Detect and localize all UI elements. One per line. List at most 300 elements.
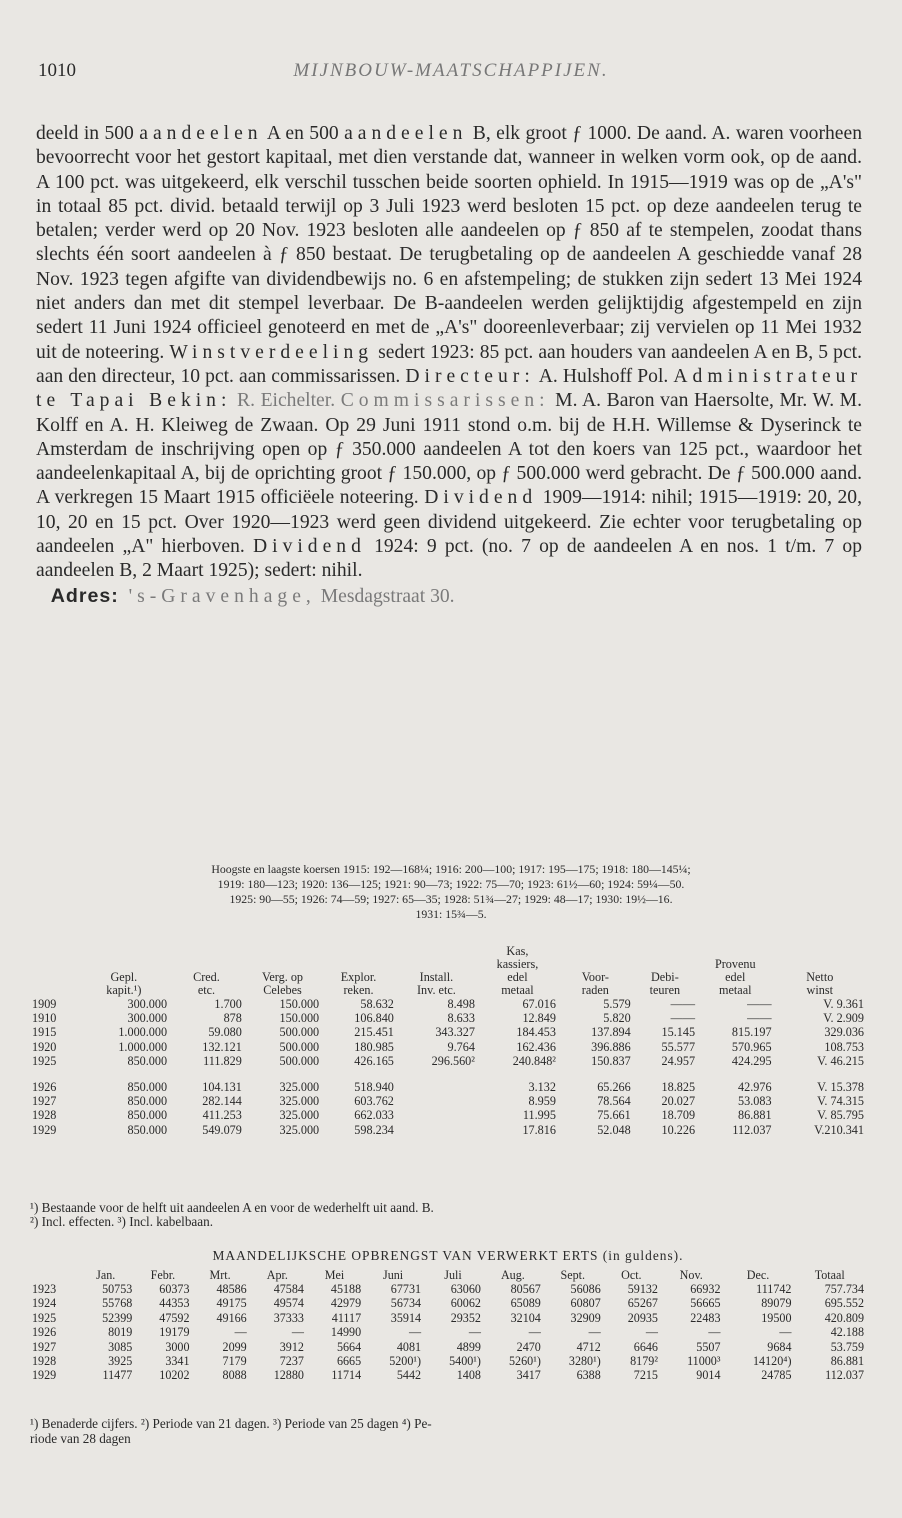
row-year: 1926: [32, 1080, 57, 1095]
balance-table-body: [30, 997, 866, 1137]
text-run: deeld in 500: [36, 123, 140, 144]
column-header: [30, 984, 79, 997]
text-run: A en 500: [262, 123, 345, 144]
table-row: [30, 1296, 866, 1310]
table-cell: 52399: [102, 1310, 133, 1325]
table-cell: 6646: [633, 1339, 658, 1354]
column-header: Dec.: [746, 1268, 770, 1282]
table-cell: 757.734: [824, 1282, 864, 1296]
column-header: Verg. op: [261, 970, 304, 984]
table-row: [30, 1054, 866, 1068]
table-cell: 549.079: [202, 1122, 242, 1137]
table-cell: V. 85.795: [817, 1108, 864, 1123]
table-cell: 215.451: [354, 1025, 394, 1040]
table-cell: 4712: [576, 1339, 601, 1354]
table-cell: 60062: [450, 1296, 481, 1311]
table-cell: 411.253: [202, 1108, 242, 1123]
row-year: 1915: [32, 1025, 57, 1040]
table-row: [30, 1040, 866, 1054]
table-cell: 60373: [159, 1282, 190, 1296]
table-cell: 3000: [165, 1339, 190, 1354]
table-cell: 8019: [108, 1325, 133, 1340]
table-cell: 18.709: [661, 1108, 696, 1123]
table-cell: V. 74.315: [817, 1094, 864, 1109]
table-cell: 5200¹): [389, 1354, 422, 1369]
table-cell: [396, 1123, 477, 1137]
column-header: winst: [806, 983, 833, 997]
table-cell: 111742: [756, 1282, 792, 1296]
table-cell: 1.000.000: [118, 1025, 168, 1040]
address-street: Mesdagstraat 30.: [315, 585, 455, 607]
table-cell: 518.940: [354, 1080, 394, 1095]
column-header: [169, 945, 244, 971]
table-cell: 5400¹): [449, 1354, 481, 1369]
monthly-table-title: MAANDELIJKSCHE OPBRENGST VAN VERWERKT ERTS (in guldens).: [212, 1248, 684, 1263]
table-cell: 184.453: [516, 1025, 556, 1040]
table-cell: 80567: [510, 1282, 541, 1296]
column-header: Netto: [806, 970, 834, 984]
column-header: [633, 945, 697, 971]
table-cell: 5260¹): [509, 1354, 541, 1369]
text-run: R. Eichelter.: [231, 390, 341, 412]
table-cell: —: [708, 1325, 721, 1340]
table-cell: 48586: [216, 1282, 247, 1296]
table-cell: 2099: [222, 1339, 247, 1354]
column-header: teuren: [649, 983, 681, 997]
price-history-line: 1931: 15¾—5.: [415, 907, 487, 921]
table-cell: 1.000.000: [118, 1039, 168, 1054]
table-cell: 162.436: [516, 1039, 556, 1054]
table-cell: 8.633: [447, 1011, 475, 1026]
table-cell: 325.000: [279, 1080, 320, 1095]
table-cell: 65.266: [597, 1080, 631, 1095]
table-cell: 59.080: [208, 1025, 242, 1040]
table-cell: 41117: [331, 1310, 362, 1325]
column-header: Cred.: [193, 970, 220, 984]
table-cell: 65267: [627, 1296, 658, 1311]
table-cell: 1408: [456, 1368, 481, 1383]
column-header: Mei: [324, 1268, 345, 1282]
section-label-winstverdeeling: Winstverdeeling: [169, 341, 374, 363]
price-history-line: 1925: 90—55; 1926: 74—59; 1927: 65—35; 1928: 51¾—27; 1929: 48—17; 1930: 19½—16.: [229, 892, 673, 906]
table-cell: 29352: [450, 1310, 481, 1325]
table-cell: 8.959: [528, 1094, 556, 1109]
table-cell: 4081: [396, 1339, 422, 1354]
table-cell: —: [645, 1325, 658, 1340]
table-cell: 32104: [510, 1310, 541, 1325]
column-header: Explor.: [340, 970, 377, 984]
table-cell: 20.027: [661, 1094, 696, 1109]
table-cell: 104.131: [202, 1080, 242, 1095]
company-description: [36, 122, 862, 609]
table-cell: 8088: [222, 1368, 247, 1383]
table-cell: 12880: [273, 1368, 304, 1383]
table-row: [30, 1025, 866, 1039]
section-label-commissarissen: Commissarissen:: [340, 390, 550, 412]
column-header: raden: [581, 983, 609, 997]
table-cell: 9.764: [447, 1039, 475, 1054]
table-cell: 662.033: [354, 1108, 394, 1123]
table-cell: 9684: [767, 1339, 792, 1354]
table-row: [30, 1094, 866, 1108]
table-cell: 282.144: [202, 1094, 242, 1109]
table-cell: 22483: [690, 1310, 721, 1325]
table-cell: 329.036: [824, 1025, 864, 1040]
table-cell: 32909: [570, 1310, 601, 1325]
column-header: Sept.: [560, 1268, 586, 1282]
table-cell: 500.000: [279, 1025, 320, 1040]
table-cell: 10202: [159, 1368, 190, 1383]
table-cell: 10.226: [661, 1122, 696, 1137]
table-row: [30, 1068, 866, 1094]
column-header: edel: [725, 970, 746, 984]
table-cell: 112.037: [825, 1368, 864, 1383]
table-cell: ——: [747, 997, 772, 1011]
row-year: 1929: [32, 1368, 57, 1383]
table-cell: [396, 1094, 477, 1108]
footnote: ²) Incl. effecten. ³) Incl. kabelbaan.: [30, 1214, 214, 1229]
table-cell: 325.000: [279, 1122, 320, 1137]
description-paragraph: [36, 122, 862, 584]
table-cell: 500.000: [279, 1039, 320, 1054]
table-cell: 24785: [761, 1368, 792, 1383]
table-cell: 89079: [761, 1296, 792, 1311]
column-header: Oct.: [621, 1268, 642, 1282]
table-cell: 67731: [390, 1282, 422, 1296]
table-cell: 240.848²: [512, 1053, 556, 1068]
table-cell: [396, 1068, 477, 1094]
table-row: [30, 1108, 866, 1122]
table-cell: 850.000: [127, 1053, 168, 1068]
table-cell: 52.048: [597, 1122, 631, 1137]
table-row: [30, 1340, 866, 1354]
table-cell: 86.881: [830, 1354, 864, 1369]
table-row: [30, 1354, 866, 1368]
table-cell: 300.000: [127, 1011, 168, 1026]
column-header: Provenu: [714, 957, 756, 971]
table-cell: 4899: [456, 1339, 481, 1354]
row-year: 1927: [32, 1094, 57, 1109]
table-cell: 47584: [273, 1282, 304, 1296]
column-header: Mrt.: [209, 1268, 231, 1282]
column-header: [244, 945, 321, 971]
table-cell: 598.234: [354, 1122, 394, 1137]
table-cell: 55768: [102, 1296, 133, 1311]
table-row: [30, 1282, 866, 1296]
table-cell: 112.037: [732, 1122, 772, 1137]
table-cell: 150.000: [279, 997, 320, 1011]
column-header: Install.: [419, 970, 454, 984]
table-cell: 47592: [159, 1310, 190, 1325]
column-header: Gepl.: [110, 970, 138, 984]
text-run: M. A. Baron van Haersolte, Mr. W. M. Kolff en A. H. Kleiweg de Zwaan. Op 29 Juni 1911 stond o.m. bij de H.H. Willemse & Dyserinck te Amsterdam de inschrijving open op ƒ 350.000 aandeelen A tot den koers van 125 pct., waardoor het aandeelenkapitaal A, bij de oprichting groot ƒ 150.000, op ƒ 500.000 werd gebracht. De ƒ 500.000 aand. A verkregen 15 Maart 1915 officiëele noteering.: [36, 390, 862, 509]
table-cell: 35914: [390, 1310, 422, 1325]
table-cell: 5507: [696, 1339, 721, 1354]
table-cell: 2470: [516, 1339, 541, 1354]
table-cell: 500.000: [279, 1053, 320, 1068]
table-cell: V. 15.378: [817, 1080, 864, 1095]
section-label-administrateur: Administrateur te Tapai Bekin:: [36, 365, 862, 412]
table-cell: 850.000: [127, 1080, 168, 1095]
column-header: Kas, kassiers,: [496, 944, 539, 971]
table-cell: 878: [223, 1011, 242, 1026]
table-cell: 850.000: [127, 1108, 168, 1123]
table-cell: 570.965: [731, 1039, 772, 1054]
table-cell: 45188: [330, 1282, 362, 1296]
table-cell: 17.816: [522, 1122, 556, 1137]
table-cell: —: [234, 1325, 247, 1340]
table-cell: 49166: [216, 1310, 247, 1325]
table-cell: 132.121: [202, 1039, 242, 1054]
table-cell: 426.165: [354, 1053, 394, 1068]
column-header: [79, 945, 169, 971]
section-label-directeur: Directeur:: [405, 365, 535, 387]
row-year: 1925: [32, 1310, 57, 1325]
table-cell: 3912: [279, 1339, 304, 1354]
row-year: 1929: [32, 1122, 57, 1137]
table-cell: ——: [670, 997, 696, 1011]
table-cell: 300.000: [127, 997, 168, 1011]
table-cell: 1.700: [214, 997, 242, 1011]
table-cell: 3.132: [528, 1080, 556, 1095]
table-cell: 7215: [633, 1368, 658, 1383]
table-cell: 12.849: [522, 1011, 556, 1026]
table-cell: 150.837: [591, 1053, 631, 1068]
table-cell: 63060: [450, 1282, 481, 1296]
table-row: [30, 1011, 866, 1025]
table-cell: 65089: [510, 1296, 541, 1311]
page-number: 1010: [38, 60, 76, 81]
row-year: 1910: [32, 1011, 57, 1026]
footnote: ¹) Benaderde cijfers. ²) Periode van 21 dagen. ³) Periode van 25 dagen ⁴) Pe-: [30, 1416, 432, 1431]
price-history-line: Hoogste en laagste koersen 1915: 192—168¼; 1916: 200—100; 1917: 195—175; 1918: 180—145¼;: [211, 862, 691, 876]
text-run: B, elk groot ƒ 1000. De aand. A. waren voorheen bevoorrecht voor het gestort kapitaal, met dien verstande dat, wanneer in welken vorm ook, op de aand. A 100 pct. was uitgekeerd, elk verschil tusschen beide soorten ophield. In 1915—1919 was op de „A's" in totaal 85 pct. divid. betaald terwijl op 3 Juli 1923 werd besloten 15 pct. op deze aandeelen terug te betalen; verder werd op 20 Nov. 1923 besloten alle aandeelen op ƒ 850 af te stempelen, zoodat thans slechts één soort aandeelen à ƒ 850 bestaat. De terugbetaling op de aandeelen A geschiedde vanaf 28 Nov. 1923 tegen afgifte van dividendbewijs no. 6 en afstempeling; de stukken zijn sedert 13 Mei 1924 niet anders dan met dit stempel leverbaar. De B-aandeelen werden gelijktijdig afgestempeld en zijn sedert 11 Juni 1924 officieel genoteerd en met de „A's" dooreenleverbaar; zij vervielen op 11 Mei 1932 uit de noteering.: [36, 123, 862, 363]
row-year: 1928: [32, 1108, 57, 1123]
table-cell: 19500: [761, 1310, 792, 1325]
column-header: Voor-: [581, 970, 609, 984]
table-cell: 815.197: [731, 1025, 772, 1040]
table-cell: 56086: [570, 1282, 601, 1296]
table-cell: 11.995: [522, 1108, 556, 1123]
table-cell: 59132: [627, 1282, 658, 1296]
table-cell: 60807: [570, 1296, 601, 1311]
table-row: [30, 997, 866, 1011]
balance-header-row: [30, 984, 866, 997]
table-cell: 150.000: [279, 1011, 320, 1026]
row-year: 1920: [32, 1039, 57, 1054]
table-cell: 8179²: [630, 1354, 658, 1369]
table-cell: 108.753: [824, 1039, 864, 1054]
table-cell: 5664: [336, 1339, 362, 1354]
table-cell: 3417: [516, 1368, 541, 1383]
section-label-dividend: Dividend: [252, 536, 366, 558]
table-cell: 325.000: [279, 1108, 320, 1123]
table-cell: 343.327: [435, 1025, 475, 1040]
column-header: [396, 945, 477, 971]
column-header: Totaal: [814, 1268, 845, 1282]
table-cell: V. 9.361: [823, 997, 864, 1011]
text-run: sedert 1923: 85 pct. aan houders van aandeelen A en B, 5 pct. aan den directeur, 10 pct. aan commissarissen.: [36, 341, 863, 387]
balance-header-row: [30, 945, 866, 971]
column-header: Aug.: [500, 1268, 525, 1282]
text-run: 1924: 9 pct. (no. 7 op de aandeelen A en nos. 1 t/m. 7 op aandeelen B, 2 Maart 1925); sedert: nihil.: [36, 536, 862, 582]
column-header: Celebes: [263, 983, 302, 997]
table-cell: 424.295: [731, 1053, 772, 1068]
column-header: reken.: [343, 983, 374, 997]
table-cell: 3925: [108, 1354, 133, 1369]
table-cell: 56734: [390, 1296, 422, 1311]
table-cell: 58.632: [360, 997, 394, 1011]
table-cell: ——: [747, 1011, 772, 1026]
table-cell: V. 46.215: [817, 1053, 864, 1068]
table-cell: 11477: [102, 1368, 133, 1383]
table-cell: 19179: [159, 1325, 190, 1340]
balance-table-header: [30, 945, 866, 997]
column-header: [321, 945, 396, 971]
balance-table: [30, 945, 866, 1137]
spaced-text: aandeelen: [139, 123, 263, 144]
monthly-header-row: [30, 1268, 866, 1282]
address-line: [36, 584, 862, 609]
table-cell: 53.083: [738, 1094, 772, 1109]
table-row: [30, 1123, 866, 1137]
table-cell: —: [528, 1325, 541, 1340]
table-row: [30, 1311, 866, 1325]
table-cell: 695.552: [824, 1296, 864, 1311]
table-cell: 137.894: [591, 1025, 631, 1040]
table-cell: 49175: [216, 1296, 247, 1311]
table-cell: 50753: [102, 1282, 133, 1296]
table-cell: 53.759: [830, 1339, 864, 1354]
table-cell: V.210.341: [814, 1122, 864, 1137]
table-cell: 49574: [273, 1296, 304, 1311]
table-cell: 66932: [690, 1282, 721, 1296]
table-cell: 3341: [165, 1354, 190, 1369]
monthly-footnotes: [30, 1416, 866, 1446]
table-cell: 11000³: [687, 1354, 721, 1369]
table-row: [30, 1368, 866, 1382]
table-cell: 42979: [330, 1296, 362, 1311]
column-header: [30, 1268, 77, 1282]
row-year: 1928: [32, 1354, 57, 1369]
table-cell: 8.498: [447, 997, 475, 1011]
section-label-dividend: Dividend: [424, 487, 538, 509]
column-header: Jan.: [96, 1268, 116, 1282]
table-cell: 5442: [396, 1368, 422, 1383]
table-cell: 56665: [690, 1296, 721, 1311]
table-cell: 42.188: [830, 1325, 864, 1340]
table-cell: 11714: [331, 1368, 362, 1383]
column-header: etc.: [197, 983, 216, 997]
table-cell: 3280¹): [568, 1354, 601, 1369]
row-year: 1923: [32, 1282, 57, 1296]
column-header: Nov.: [679, 1268, 703, 1282]
table-row: [30, 1325, 866, 1339]
table-cell: 111.829: [203, 1053, 242, 1068]
table-cell: 78.564: [597, 1094, 631, 1109]
table-cell: ——: [670, 1011, 696, 1026]
row-year: 1926: [32, 1325, 57, 1340]
column-header: Debi-: [651, 970, 679, 984]
table-cell: 44353: [159, 1296, 190, 1311]
table-cell: 180.985: [354, 1039, 394, 1054]
price-history-line: 1919: 180—123; 1920: 136—125; 1921: 90—73; 1922: 75—70; 1923: 61½—60; 1924: 59¼—50.: [217, 877, 685, 891]
column-header: Juli: [444, 1268, 462, 1282]
spaced-text: aandeelen: [344, 123, 468, 144]
table-cell: 15.145: [661, 1025, 696, 1040]
table-cell: 37333: [273, 1310, 304, 1325]
table-cell: 75.661: [597, 1108, 631, 1123]
table-cell: 420.809: [824, 1310, 864, 1325]
footnote: riode van 28 dagen: [30, 1431, 131, 1446]
column-header: edel: [507, 970, 528, 984]
column-header: [774, 945, 866, 971]
table-cell: 14990: [330, 1325, 362, 1340]
table-cell: 9014: [696, 1368, 721, 1383]
table-cell: 18.825: [661, 1080, 696, 1095]
table-cell: —: [291, 1325, 304, 1340]
address-label: Adres:: [50, 584, 119, 607]
table-cell: 850.000: [127, 1122, 168, 1137]
column-header: metaal: [719, 983, 752, 997]
row-year: 1924: [32, 1296, 57, 1311]
table-cell: 3085: [108, 1339, 133, 1354]
table-cell: 5.820: [603, 1011, 631, 1026]
table-cell: V. 2.909: [823, 1011, 864, 1026]
table-cell: —: [588, 1325, 601, 1340]
column-header: Inv. etc.: [417, 983, 456, 997]
table-cell: 20935: [627, 1310, 658, 1325]
column-header: Febr.: [150, 1268, 176, 1282]
balance-footnotes: [30, 1201, 866, 1229]
table-cell: 86.881: [738, 1108, 772, 1123]
price-history: [36, 862, 866, 922]
table-cell: 325.000: [279, 1094, 320, 1109]
monthly-table-header: [30, 1268, 866, 1282]
table-cell: 7237: [279, 1354, 304, 1369]
row-year: 1927: [32, 1339, 57, 1354]
page-header: [38, 60, 864, 88]
table-cell: 55.577: [661, 1039, 696, 1054]
column-header: [30, 945, 79, 971]
table-cell: —: [468, 1325, 481, 1340]
table-cell: 67.016: [522, 997, 556, 1011]
table-cell: 106.840: [354, 1011, 394, 1026]
table-cell: [396, 1108, 477, 1122]
monthly-table-body: [30, 1282, 866, 1383]
table-cell: 6388: [576, 1368, 601, 1383]
column-header: metaal: [501, 983, 534, 997]
table-cell: 850.000: [127, 1094, 168, 1109]
footnote: ¹) Bestaande voor de helft uit aandeelen A en voor de wederhelft uit aand. B.: [30, 1200, 434, 1215]
column-header: [30, 971, 79, 984]
monthly-ore-table: [30, 1268, 866, 1383]
row-year: 1925: [32, 1053, 57, 1068]
address-city: 's-Gravenhage,: [128, 585, 316, 607]
table-cell: 24.957: [661, 1053, 696, 1068]
column-header: [558, 945, 633, 971]
table-cell: 603.762: [354, 1094, 394, 1109]
table-cell: 6665: [336, 1354, 362, 1369]
column-header: Apr.: [266, 1268, 288, 1282]
column-header: kapit.¹): [106, 983, 142, 997]
table-cell: 14120⁴): [753, 1354, 792, 1369]
text-run: 1909—1914: nihil; 1915—1919: 20, 20, 10, 20 en 15 pct. Over 1920—1923 werd geen dividend uitgekeerd. Zie echter voor terugbetaling op aandeelen „A" hierboven.: [36, 487, 862, 558]
table-cell: —: [779, 1325, 792, 1340]
table-cell: 5.579: [603, 997, 631, 1011]
table-cell: 396.886: [591, 1039, 631, 1054]
row-year: 1909: [32, 997, 57, 1011]
